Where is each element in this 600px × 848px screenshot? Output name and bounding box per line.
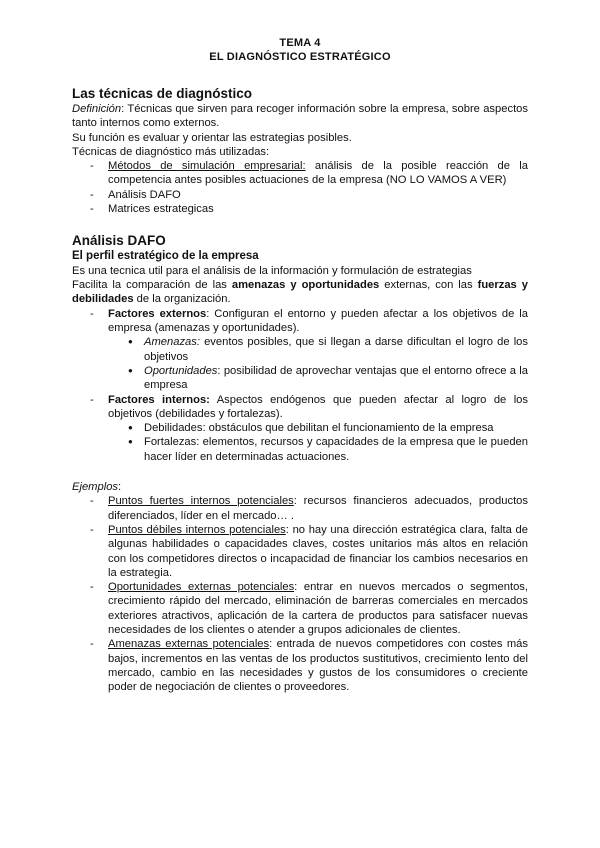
section-heading-tecnicas: Las técnicas de diagnóstico — [72, 86, 253, 101]
techniques-list — [72, 159, 528, 216]
item-text: : entrada de nuevos competidores con costes más bajos, incrementos en las ventas de los productos sustitutivos, crecimiento lento del mercado, cambio en las necesidades y gustos de los consumidores o creciente poder de negociación de clientes o proveedores. — [108, 638, 528, 694]
definition-text: : Técnicas que sirven para recoger información sobre la empresa, sobre aspectos tanto internos como externos. — [72, 103, 528, 130]
item-text: Aspectos endógenos que pueden afectar al logro de los objetivos (debilidades y fortalezas). — [108, 393, 528, 420]
item-text: : posibilidad de aprovechar ventajas que el entorno ofrece a la empresa — [144, 364, 528, 392]
dafo-intro: Es una tecnica util para el análisis de la información y formulación de estrategias — [72, 264, 472, 277]
document-title — [72, 36, 528, 64]
examples-heading — [72, 480, 528, 494]
list-item — [72, 637, 528, 694]
bold-amenazas: amenazas y oportunidades — [231, 279, 380, 292]
item-label: Puntos débiles internos potenciales — [108, 523, 286, 536]
list-item: ● Fortalezas: elementos, recursos y capacidades de la empresa que le pueden hacer líder en determinadas actuaciones. — [72, 435, 528, 464]
external-sublist — [72, 335, 528, 392]
dafo-facilita — [72, 278, 528, 307]
item-text: : Configuran el entorno y pueden afectar a los objetivos de la empresa (amenazas y oportunidades). — [108, 307, 528, 335]
list-item — [72, 335, 528, 364]
list-item — [72, 580, 528, 637]
list-item — [72, 364, 528, 393]
document-page — [72, 36, 528, 694]
list-item: - Matrices estrategicas — [72, 202, 528, 216]
item-text: : entrar en nuevos mercados o segmentos, crecimiento rápido del mercado, eliminación de barreras comerciales en mercados exteriores atractivos, aplicación de la cartera de productos para satisfacer nuevas necesidades de los clientes o atender a grupos adicionales de clientes. — [108, 581, 528, 636]
text-run: de la organización. — [133, 293, 231, 306]
examples-label: Ejemplos — [72, 481, 119, 494]
item-label: Factores internos: — [108, 393, 210, 406]
title-line-2: EL DIAGNÓSTICO ESTRATÉGICO — [209, 51, 391, 63]
examples-colon: : — [118, 481, 122, 494]
definition-paragraph — [72, 102, 528, 131]
item-label: Amenazas externas potenciales — [108, 638, 270, 651]
item-text: : no hay una dirección estratégica clara, falta de algunas habilidades o capacidades claves, costes unitarios más altos en relación con los competidores directos o incapacidad de financiar los cambios necesarios en la estrategia. — [108, 523, 528, 579]
item-label: Oportunidades externas potenciales — [108, 581, 295, 594]
function-paragraph: Su función es evaluar y orientar las estrategias posibles. — [72, 131, 352, 144]
list-item: - Análisis DAFO — [72, 188, 528, 202]
techniques-intro: Técnicas de diagnóstico más utilizadas: — [72, 145, 270, 158]
list-item-factores-externos — [72, 307, 528, 336]
list-item: ● Debilidades: obstáculos que debilitan el funcionamiento de la empresa — [72, 421, 528, 435]
text-run: Facilita la comparación de las — [72, 279, 232, 292]
factors-list — [72, 307, 528, 336]
item-label: Oportunidades — [144, 364, 218, 377]
text-run: externas, con las — [379, 279, 478, 292]
examples-list — [72, 494, 528, 694]
internal-sublist — [72, 421, 528, 464]
item-label: Factores externos — [108, 307, 207, 320]
definition-label: Definición — [72, 103, 122, 115]
list-item — [72, 494, 528, 523]
factors-list-2 — [72, 393, 528, 422]
bold-fuerzas: fuerzas y debilidades — [72, 279, 528, 306]
list-item — [72, 523, 528, 580]
item-text: análisis de la posible reacción de la competencia antes posibles actuaciones de la empresa (NO LO VAMOS A VER) — [108, 160, 528, 187]
list-item — [72, 159, 528, 188]
item-label: Puntos fuertes internos potenciales — [108, 495, 294, 508]
subheading-perfil: El perfil estratégico de la empresa — [72, 250, 259, 263]
title-line-1: TEMA 4 — [279, 37, 321, 49]
section-heading-dafo: Análisis DAFO — [72, 233, 166, 249]
item-label: Amenazas: — [144, 336, 200, 349]
list-item-factores-internos — [72, 393, 528, 422]
item-text: : recursos financieros adecuados, productos diferenciados, líder en el mercado… . — [108, 495, 528, 522]
item-text: eventos posibles, que si llegan a darse dificultan el logro de los objetivos — [144, 336, 528, 363]
item-label: Métodos de simulación empresarial: — [108, 160, 306, 173]
